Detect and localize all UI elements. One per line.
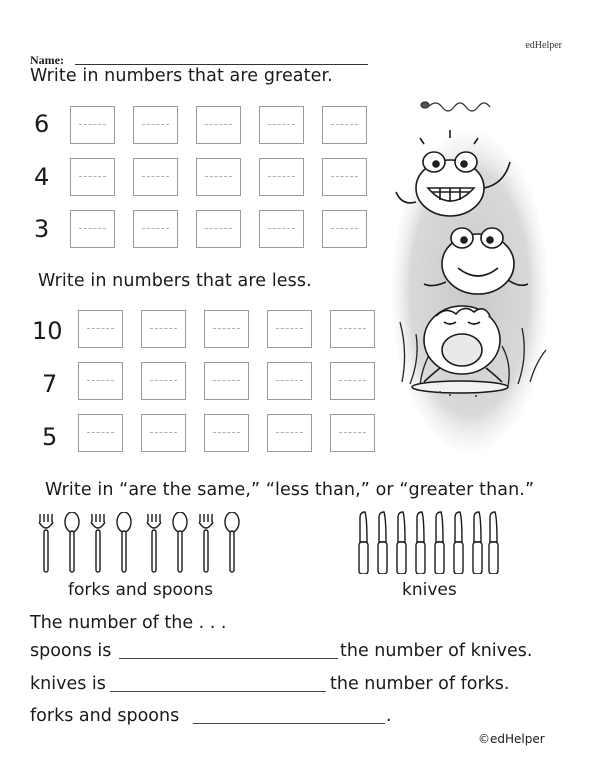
frogs-stack-illustration	[390, 92, 550, 452]
sentence-1-answer-line[interactable]	[119, 658, 338, 659]
compare-heading: Write in “are the same,” “less than,” or “greater than.”	[45, 480, 535, 500]
answer-box[interactable]	[322, 106, 367, 144]
answer-box[interactable]	[70, 106, 115, 144]
answer-box[interactable]	[204, 362, 249, 400]
sentence-2-end: the number of forks.	[330, 674, 510, 694]
sentence-3-end: .	[386, 706, 392, 726]
answer-box[interactable]	[267, 310, 312, 348]
answer-box[interactable]	[330, 310, 375, 348]
sentence-1-start: spoons is	[30, 641, 112, 661]
answer-box[interactable]	[204, 310, 249, 348]
answer-box[interactable]	[133, 210, 178, 248]
forks-spoons-caption: forks and spoons	[68, 580, 213, 600]
less-number-10: 10	[32, 317, 63, 345]
answer-box[interactable]	[141, 362, 186, 400]
answer-box[interactable]	[78, 362, 123, 400]
knives-caption: knives	[402, 580, 457, 600]
answer-box[interactable]	[330, 362, 375, 400]
sentence-2-answer-line[interactable]	[110, 691, 326, 692]
forks-and-spoons-picture	[38, 512, 250, 574]
answer-box[interactable]	[70, 210, 115, 248]
sentence-1-end: the number of knives.	[340, 641, 533, 661]
greater-number-6: 6	[34, 110, 50, 138]
answer-box[interactable]	[267, 414, 312, 452]
sentence-2-start: knives is	[30, 674, 106, 694]
less-number-5: 5	[42, 423, 58, 451]
answer-box[interactable]	[259, 106, 304, 144]
less-number-7: 7	[42, 370, 58, 398]
copyright-label: ©edHelper	[478, 732, 545, 746]
knives-picture	[355, 510, 500, 574]
answer-box[interactable]	[196, 106, 241, 144]
answer-box[interactable]	[259, 158, 304, 196]
less-heading: Write in numbers that are less.	[38, 271, 312, 291]
answer-box[interactable]	[322, 158, 367, 196]
brand-label: edHelper	[525, 40, 562, 51]
answer-box[interactable]	[196, 210, 241, 248]
answer-box[interactable]	[259, 210, 304, 248]
answer-box[interactable]	[204, 414, 249, 452]
answer-box[interactable]	[141, 414, 186, 452]
answer-box[interactable]	[267, 362, 312, 400]
answer-box[interactable]	[322, 210, 367, 248]
answer-box[interactable]	[133, 158, 178, 196]
answer-box[interactable]	[196, 158, 241, 196]
name-field[interactable]	[75, 64, 368, 65]
greater-number-4: 4	[34, 163, 50, 191]
sentence-3-start: forks and spoons	[30, 706, 180, 726]
name-label: Name:	[30, 53, 64, 67]
answer-box[interactable]	[78, 414, 123, 452]
greater-heading: Write in numbers that are greater.	[30, 66, 333, 86]
answer-box[interactable]	[78, 310, 123, 348]
sentence-3-answer-line[interactable]	[193, 723, 385, 724]
compare-intro: The number of the . . .	[30, 613, 227, 633]
answer-box[interactable]	[330, 414, 375, 452]
answer-box[interactable]	[141, 310, 186, 348]
answer-box[interactable]	[70, 158, 115, 196]
greater-number-3: 3	[34, 215, 50, 243]
answer-box[interactable]	[133, 106, 178, 144]
